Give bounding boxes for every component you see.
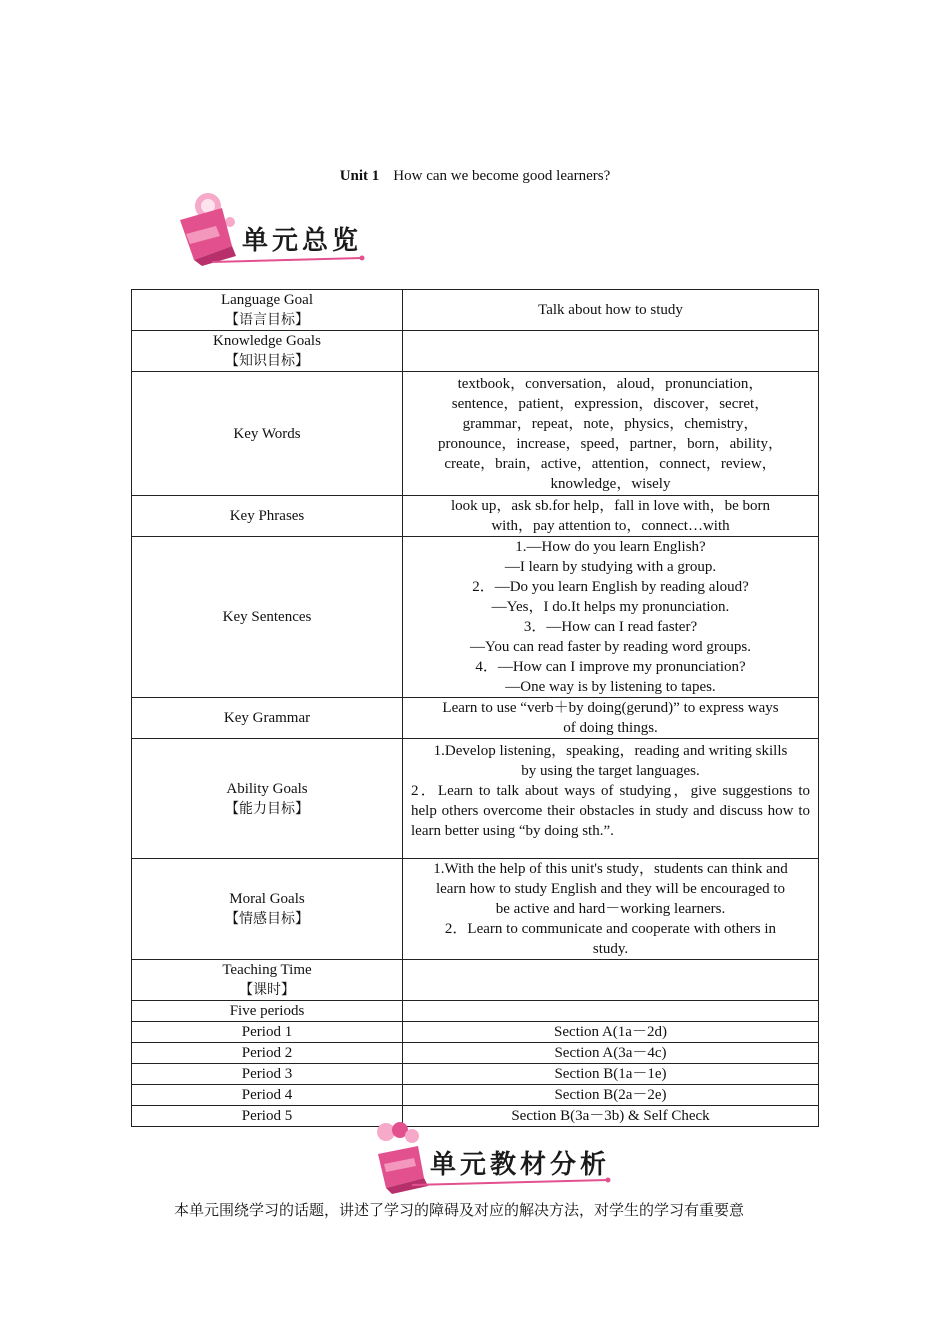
key-phrases-line: look up，ask sb.for help，fall in love with，be born — [450, 498, 771, 514]
table-row — [132, 496, 819, 537]
table-row — [132, 372, 819, 496]
analysis-banner-text: 单元教材分析 — [430, 1150, 611, 1180]
key-grammar-value — [403, 698, 819, 739]
language-goal-value: Talk about how to study — [403, 290, 819, 331]
key-sentence-line: —One way is by listening to tapes. — [505, 679, 716, 695]
period-value: Section B(2a－2e) — [403, 1085, 819, 1106]
teaching-time-en: Teaching Time — [222, 962, 312, 978]
key-words-value — [403, 372, 819, 496]
table-row — [132, 698, 819, 739]
language-goal-label — [132, 290, 403, 331]
key-sentence-line: 3．—How can I read faster? — [523, 619, 698, 635]
key-words-line: grammar，repeat，note，physics，chemistry， — [462, 415, 759, 432]
key-words-line: create，brain，active，attention，connect，review， — [444, 455, 777, 472]
key-grammar-line: Learn to use “verb＋by doing(gerund)” to express ways — [442, 700, 779, 716]
moral-goals-value — [403, 859, 819, 960]
table-row — [132, 960, 819, 1001]
language-goal-en: Language Goal — [220, 292, 314, 308]
language-goal-cn: 【语言目标】 — [225, 312, 309, 328]
key-grammar-line: of doing things. — [563, 720, 658, 736]
ability-goals-cn: 【能力目标】 — [225, 800, 309, 817]
table-row — [132, 1085, 819, 1106]
unit-overview-table — [131, 289, 819, 1127]
key-sentences-value — [403, 537, 819, 698]
table-row — [132, 1001, 819, 1022]
key-sentences-label: Key Sentences — [132, 537, 403, 698]
period-label: Period 3 — [132, 1064, 403, 1085]
period-value: Section A(3a－4c) — [403, 1043, 819, 1064]
moral-goals-cn: 【情感目标】 — [225, 911, 309, 927]
key-phrases-label: Key Phrases — [132, 496, 403, 537]
period-label: Period 5 — [132, 1106, 403, 1127]
key-sentence-line: —You can read faster by reading word groups. — [470, 639, 751, 655]
teaching-time-label — [132, 960, 403, 1001]
ability-goals-label — [132, 739, 403, 859]
table-row — [132, 859, 819, 960]
ability-goal-item: by using the target languages. — [521, 763, 700, 779]
unit-number: Unit 1 — [339, 168, 380, 184]
table-row — [132, 331, 819, 372]
moral-goals-en: Moral Goals — [229, 891, 305, 907]
table-row — [132, 1022, 819, 1043]
knowledge-goals-value — [403, 331, 819, 372]
key-phrases-value — [403, 496, 819, 537]
ability-goals-value — [403, 739, 819, 859]
moral-goals-label — [132, 859, 403, 960]
key-words-line: sentence，patient，expression，discover，secret， — [451, 395, 770, 412]
table-row — [132, 1064, 819, 1085]
table-row — [132, 537, 819, 698]
period-label: Period 1 — [132, 1022, 403, 1043]
key-phrases-line: with，pay attention to，connect…with — [491, 518, 730, 534]
teaching-time-cn: 【课时】 — [239, 982, 295, 998]
key-sentence-line: 4．—How can I improve my pronunciation? — [475, 659, 746, 675]
key-grammar-label: Key Grammar — [132, 698, 403, 739]
knowledge-goals-en: Knowledge Goals — [213, 333, 321, 349]
ability-goals-en: Ability Goals — [226, 780, 308, 797]
key-sentence-line: —I learn by studying with a group. — [504, 559, 717, 575]
unit-question: How can we become good learners? — [393, 168, 611, 184]
key-words-line: textbook，conversation，aloud，pronunciation， — [457, 375, 764, 392]
period-value: Section B(1a－1e) — [403, 1064, 819, 1085]
analysis-banner — [372, 1118, 622, 1198]
five-periods-label: Five periods — [132, 1001, 403, 1022]
period-label: Period 2 — [132, 1043, 403, 1064]
moral-goal-line: 1.With the help of this unit's study，students can think and — [433, 861, 788, 877]
table-row — [132, 739, 819, 859]
knowledge-goals-label — [132, 331, 403, 372]
period-value: Section B(3a－3b) & Self Check — [403, 1106, 819, 1127]
knowledge-goals-cn: 【知识目标】 — [225, 353, 309, 369]
key-words-label: Key Words — [132, 372, 403, 496]
moral-goal-line: learn how to study English and they will be encouraged to — [435, 881, 786, 897]
five-periods-value — [403, 1001, 819, 1022]
key-words-line: knowledge，wisely — [550, 475, 671, 492]
key-sentence-line: —Yes，I do.It helps my pronunciation. — [491, 599, 730, 615]
ability-goal-item: 2．Learn to talk about ways of studying，give suggestions to help others overcome their obstacles in study and discuss how to learn better using “by doing sth.”. — [411, 783, 810, 839]
table-row — [132, 1043, 819, 1064]
table-row — [132, 290, 819, 331]
moral-goal-line: study. — [592, 941, 629, 957]
overview-banner-text: 单元总览 — [242, 226, 363, 256]
moral-goal-line: be active and hard－working learners. — [495, 901, 726, 917]
unit-title — [0, 168, 950, 185]
period-value: Section A(1a－2d) — [403, 1022, 819, 1043]
ability-goal-item: 1.Develop listening，speaking，reading and writing skills — [433, 743, 788, 759]
analysis-paragraph: 本单元围绕学习的话题，讲述了学习的障碍及对应的解决方法，对学生的学习有重要意 — [174, 1201, 745, 1219]
period-label: Period 4 — [132, 1085, 403, 1106]
teaching-time-value — [403, 960, 819, 1001]
moral-goal-line: 2．Learn to communicate and cooperate with others in — [444, 921, 777, 937]
key-sentence-line: 2．—Do you learn English by reading aloud? — [472, 579, 749, 595]
key-sentence-line: 1.—How do you learn English? — [515, 539, 706, 555]
key-words-line: pronounce，increase，speed，partner，born，ability， — [438, 435, 783, 452]
overview-banner — [172, 190, 372, 270]
